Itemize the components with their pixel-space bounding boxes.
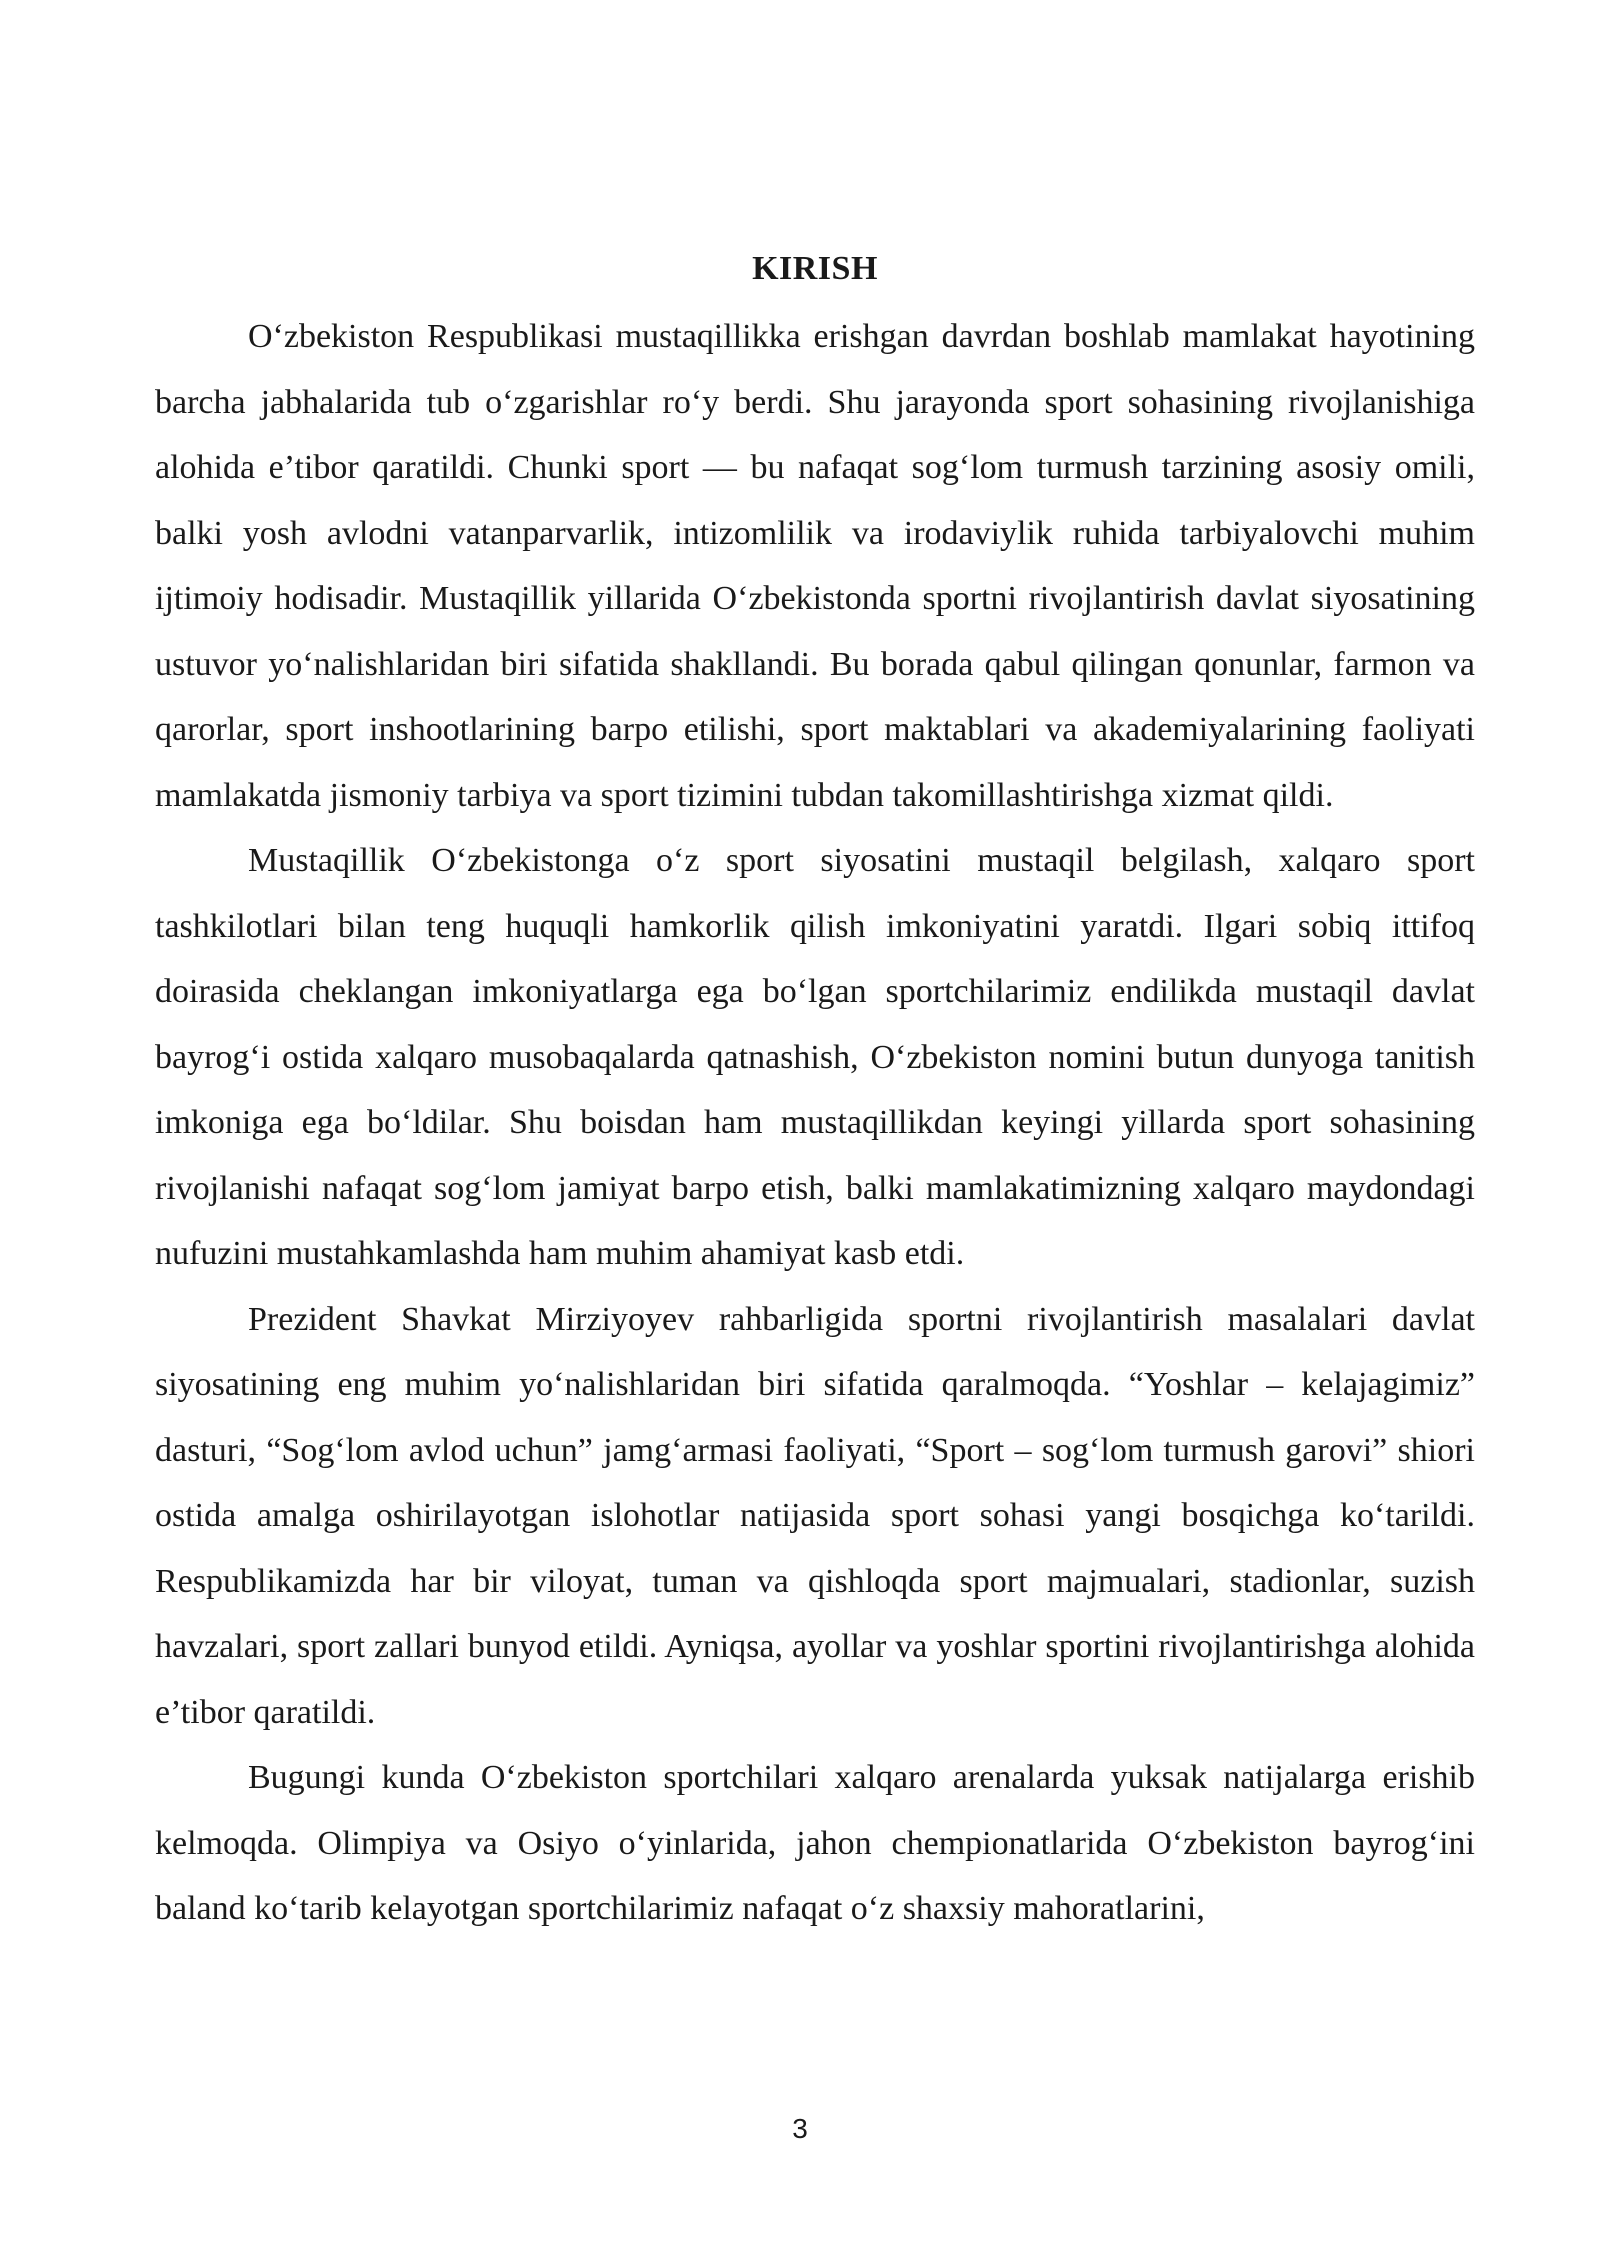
- page-number: 3: [792, 2113, 808, 2144]
- page-content: [155, 240, 1475, 1942]
- body-paragraph-3: Prezident Shavkat Mirziyoyev rahbarligida sportni rivojlantirish masalalari davlat siyosatining eng muhim yo‘nalishlaridan biri sifatida qaralmoqda. “Yoshlar – kelajagimiz” dasturi, “Sog‘lom avlod uchun” jamg‘armasi faoliyati, “Sport – sog‘lom turmush garovi” shiori ostida amalga oshirilayotgan islohotlar natijasida sport sohasi yangi bosqichga ko‘tarildi. Respublikamizda har bir viloyat, tuman va qishloqda sport majmualari, stadionlar, suzish havzalari, sport zallari bunyod etildi. Ayniqsa, ayollar va yoshlar sportini rivojlantirishga alohida e’tibor qaratildi.: [155, 1300, 1475, 1731]
- body-paragraph-1: O‘zbekiston Respublikasi mustaqillikka erishgan davrdan boshlab mamlakat hayotining barcha jabhalarida tub o‘zgarishlar ro‘y berdi. Shu jarayonda sport sohasining rivojlanishiga alohida e’tibor qaratildi. Chunki sport — bu nafaqat sog‘lom turmush tarzining asosiy omili, balki yosh avlodni vatanparvarlik, intizomlilik va irodaviylik ruhida tarbiyalovchi muhim ijtimoiy hodisadir. Mustaqillik yillarida O‘zbekistonda sportni rivojlantirish davlat siyosatining ustuvor yo‘nalishlaridan biri sifatida shakllandi. Bu borada qabul qilingan qonunlar, farmon va qarorlar, sport inshootlarining barpo etilishi, sport maktablari va akademiyalarining faoliyati mamlakatda jismoniy tarbiya va sport tizimini tubdan takomillashtirishga xizmat qildi.: [155, 318, 1475, 814]
- body-paragraph-2: Mustaqillik O‘zbekistonga o‘z sport siyosatini mustaqil belgilash, xalqaro sport tashkilotlari bilan teng huquqli hamkorlik qilish imkoniyatini yaratdi. Ilgari sobiq ittifoq doirasida cheklangan imkoniyatlarga ega bo‘lgan sportchilarimiz endilikda mustaqil davlat bayrog‘i ostida xalqaro musobaqalarda qatnashish, O‘zbekiston nomini butun dunyoga tanitish imkoniga ega bo‘ldilar. Shu boisdan ham mustaqillikdan keyingi yillarda sport sohasining rivojlanishi nafaqat sog‘lom jamiyat barpo etish, balki mamlakatimizning xalqaro maydondagi nufuzini mustahkamlashda ham muhim ahamiyat kasb etdi.: [155, 842, 1475, 1272]
- body-paragraph-4: Bugungi kunda O‘zbekiston sportchilari xalqaro arenalarda yuksak natijalarga erishib kelmoqda. Olimpiya va Osiyo o‘yinlarida, jahon chempionatlarida O‘zbekiston bayrog‘ini baland ko‘tarib kelayotgan sportchilarimiz nafaqat o‘z shaxsiy mahoratlarini,: [155, 1759, 1475, 1927]
- section-heading: KIRISH: [752, 250, 878, 287]
